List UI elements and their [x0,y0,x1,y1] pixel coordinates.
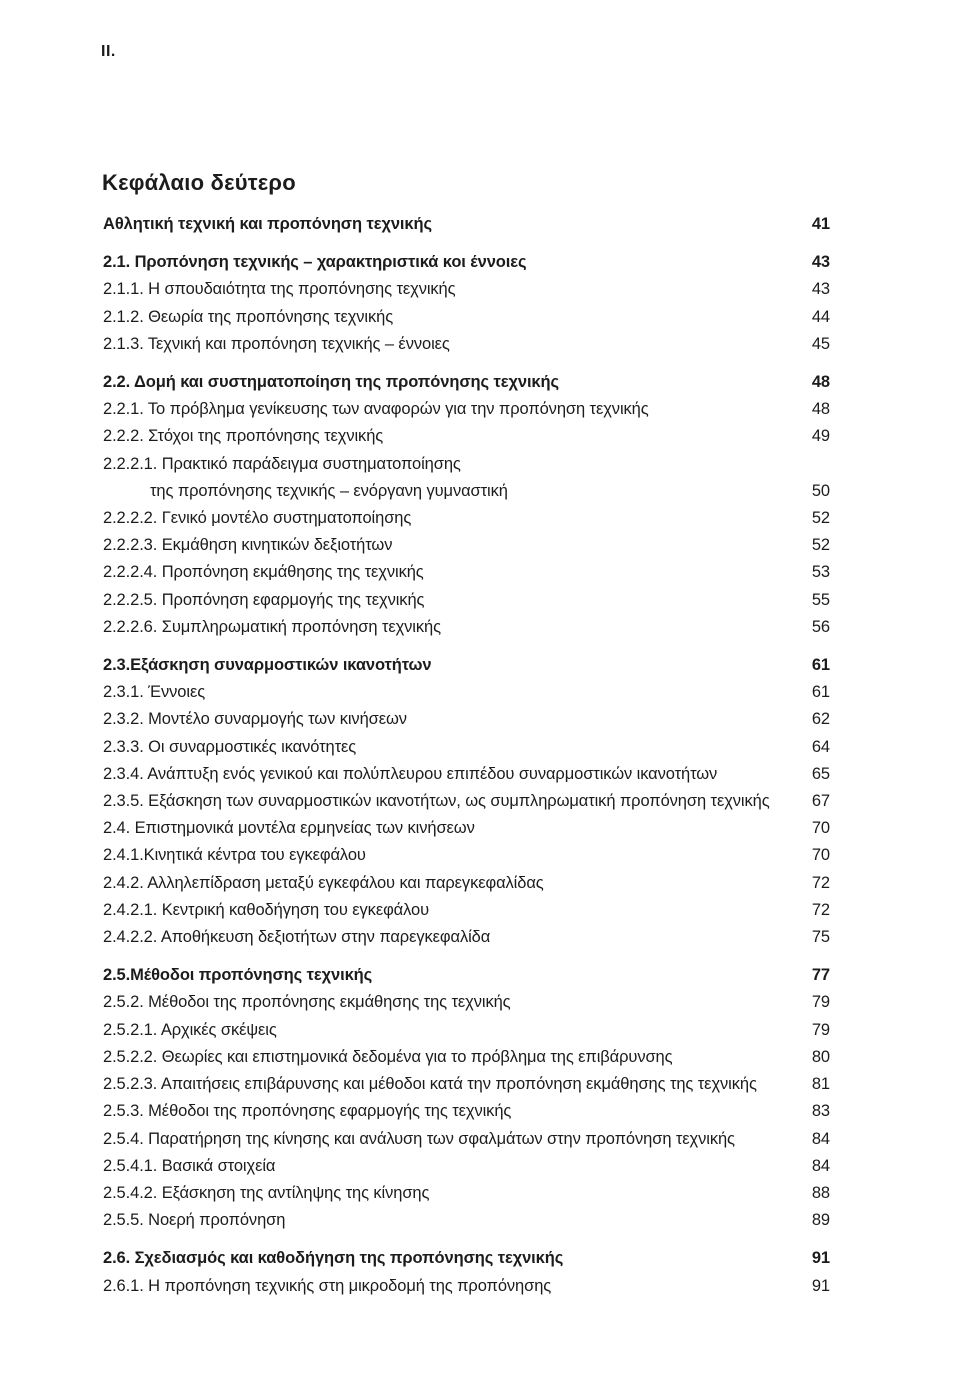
toc-entry-label: 2.2.2. Στόχοι της προπόνησης τεχνικής [103,427,384,446]
toc-entry-label: 2.5.4.1. Βασικά στοιχεία [103,1156,276,1175]
toc-entry-label: 2.3.3. Οι συναρμοστικές ικανότητες [103,737,357,756]
toc-entry-page-number: 43 [811,280,830,299]
toc-entry-page-number: 83 [811,1102,830,1121]
toc-entry-row [103,1153,830,1180]
toc-entry-page-number: 45 [811,334,830,353]
chapter-heading: Κεφάλαιο δεύτερο [102,170,296,195]
toc-entry-label: 2.5.Μέθοδοι προπόνησης τεχνικής [103,966,373,985]
toc-entry-row [103,1273,830,1300]
toc-entry-label: 2.1.1. Η σπουδαιότητα της προπόνησης τεχνικής [103,280,456,299]
toc-entry-label: 2.1. Προπόνηση τεχνικής – χαρακτηριστικά κοι έννοιες [103,253,527,272]
toc-entry-page-number: 72 [811,873,830,892]
toc-entry-page-number: 72 [811,900,830,919]
toc-entry-row [103,652,830,679]
toc-entry-label: 2.1.3. Τεχνική και προπόνηση τεχνικής – έννοιες [103,334,450,353]
toc-entry-row [103,369,830,396]
toc-entry-page-number: 49 [811,427,830,446]
toc-entry-row [103,505,830,532]
toc-entry-label: 2.2.2.5. Προπόνηση εφαρμογής της τεχνικής [103,590,425,609]
toc-entry-row [103,1180,830,1207]
toc-entry-row [103,842,830,869]
toc-entry-row [103,423,830,450]
toc-entry-label: 2.2. Δομή και συστηματοποίηση της προπόνησης τεχνικής [103,373,559,392]
toc-entry-page-number: 53 [811,563,830,582]
toc-entry-row [103,1071,830,1098]
toc-entry-row [103,1207,830,1234]
toc-entry-page-number: 56 [811,617,830,636]
toc-entry-row [103,304,830,331]
toc-entry-page-number: 64 [811,737,830,756]
toc-entry-page-number: 88 [811,1183,830,1202]
toc-entry-page-number: 52 [811,536,830,555]
toc-title-row [103,211,830,238]
toc-entry-label: 2.5.2.2. Θεωρίες και επιστημονικά δεδομένα για το πρόβλημα της επιβάρυνσης [103,1047,673,1066]
toc-entry-page-number: 84 [811,1129,830,1148]
toc-entry-row [103,396,830,423]
toc-entry-page-number: 52 [811,509,830,528]
toc-entry-row [103,706,830,733]
toc-entry-label: 2.3.5. Εξάσκηση των συναρμοστικών ικανοτήτων, ως συμπληρωματική προπόνηση τεχνικής [103,792,770,811]
toc-entry-row [103,1044,830,1071]
toc-entry-label: 2.4.2.1. Κεντρική καθοδήγηση του εγκεφάλου [103,900,430,919]
toc-entry-page-number: 70 [811,846,830,865]
toc-entry-row [103,734,830,761]
toc-entry-page-number: 55 [811,590,830,609]
toc-entry-row [103,989,830,1016]
toc-entry-label: 2.2.1. Το πρόβλημα γενίκευσης των αναφορών για την προπόνηση τεχνικής [103,400,649,419]
toc-entry-page-number: 77 [811,966,830,985]
toc-entry-row [103,249,830,276]
toc-entry-page-number: 70 [811,819,830,838]
toc-entry-label: 2.3.Εξάσκηση συναρμοστικών ικανοτήτων [103,656,432,675]
toc-entry-page-number: 48 [811,400,830,419]
toc-entry-page-number: 91 [811,1276,830,1295]
toc-entry-label: 2.5.2.3. Απαιτήσεις επιβάρυνσης και μέθοδοι κατά την προπόνηση εκμάθησης της τεχνικής [103,1075,757,1094]
toc-entry-label: 2.2.2.1. Πρακτικό παράδειγμα συστηματοποίησης [103,454,461,473]
toc-entry-page-number: 84 [811,1156,830,1175]
toc-entry-label: 2.4.2.2. Αποθήκευση δεξιοτήτων στην παρεγκεφαλίδα [103,928,491,947]
toc-entry-label: 2.4.2. Αλληλεπίδραση μεταξύ εγκεφάλου και παρεγκεφαλίδας [103,873,544,892]
toc-entry-row [103,1017,830,1044]
toc-entry-label: 2.5.4.2. Εξάσκηση της αντίληψης της κίνησης [103,1183,430,1202]
toc-entry-page-number: 89 [811,1211,830,1230]
toc-entry-page-number: 91 [811,1249,830,1268]
toc-entry-row [103,962,830,989]
toc-entry-page-number: 81 [811,1075,830,1094]
toc-entry-page-number: 75 [811,928,830,947]
toc-entry-label: 2.2.2.2. Γενικό μοντέλο συστηματοποίησης [103,509,412,528]
toc-entry-label: 2.2.2.3. Εκμάθηση κινητικών δεξιοτήτων [103,536,393,555]
toc-entry-page-number: 50 [811,481,830,500]
toc-entry-row [103,451,830,478]
toc-entry-page-number: 79 [811,1020,830,1039]
toc-entry-label: 2.5.4. Παρατήρηση της κίνησης και ανάλυση των σφαλμάτων στην προπόνηση τεχνικής [103,1129,735,1148]
toc-entry-label: 2.1.2. Θεωρία της προπόνησης τεχνικής [103,307,394,326]
toc-entry-page-number: 79 [811,993,830,1012]
toc-entry-label: 2.3.1. Έννοιες [103,683,206,702]
page-corner-label: ΙΙ. [101,43,116,60]
toc-entry-label: της προπόνησης τεχνικής – ενόργανη γυμναστική [150,481,508,500]
toc-entry-label: 2.6.1. Η προπόνηση τεχνικής στη μικροδομή της προπόνησης [103,1276,552,1295]
toc-entry-label: 2.2.2.6. Συμπληρωματική προπόνηση τεχνικής [103,617,441,636]
toc-entry-label: 2.3.4. Ανάπτυξη ενός γενικού και πολύπλευρου επιπέδου συναρμοστικών ικανοτήτων [103,764,718,783]
toc-entry-row [103,788,830,815]
toc-entry-row [103,815,830,842]
toc-entries [103,249,830,1300]
toc-entry-label: 2.4.1.Κινητικά κέντρα του εγκεφάλου [103,846,366,865]
toc-entry-row [103,679,830,706]
toc-entry-row [103,761,830,788]
toc-entry-label: 2.5.5. Νοερή προπόνηση [103,1211,286,1230]
toc-entry-page-number: 48 [811,373,830,392]
toc-entry-page-number: 44 [811,307,830,326]
toc-entry-row [103,1098,830,1125]
toc-entry-label: 2.5.2.1. Αρχικές σκέψεις [103,1020,277,1039]
toc-entry-row [103,897,830,924]
toc-entry-row [103,924,830,951]
toc-list [103,211,830,1300]
toc-entry-label: 2.6. Σχεδιασμός και καθοδήγηση της προπόνησης τεχνικής [103,1249,564,1268]
toc-entry-page-number: 61 [811,656,830,675]
toc-entry-row [103,276,830,303]
toc-entry-page-number: 62 [811,710,830,729]
toc-entry-label: 2.4. Επιστημονικά μοντέλα ερμηνείας των κινήσεων [103,819,475,838]
toc-entry-row [103,331,830,358]
toc-entry-label: 2.5.2. Μέθοδοι της προπόνησης εκμάθησης της τεχνικής [103,993,511,1012]
toc-entry-row [103,478,830,505]
toc-entry-row [103,559,830,586]
toc-entry-page-number: 61 [811,683,830,702]
toc-entry-row [103,870,830,897]
toc-entry-row [103,532,830,559]
toc-entry-label: 2.2.2.4. Προπόνηση εκμάθησης της τεχνικής [103,563,424,582]
toc-entry-page-number: 65 [811,764,830,783]
toc-entry-row [103,587,830,614]
toc-entry-row [103,1126,830,1153]
toc-entry-label: 2.3.2. Μοντέλο συναρμογής των κινήσεων [103,710,407,729]
toc-entry-row [103,1245,830,1272]
toc-title-page-number: 41 [811,215,830,233]
toc-entry-page-number: 43 [811,253,830,272]
toc-entry-label: 2.5.3. Μέθοδοι της προπόνησης εφαρμογής της τεχνικής [103,1102,512,1121]
toc-title-label: Αθλητική τεχνική και προπόνηση τεχνικής [103,215,432,233]
toc-entry-page-number: 67 [811,792,830,811]
toc-entry-row [103,614,830,641]
toc-entry-page-number: 80 [811,1047,830,1066]
